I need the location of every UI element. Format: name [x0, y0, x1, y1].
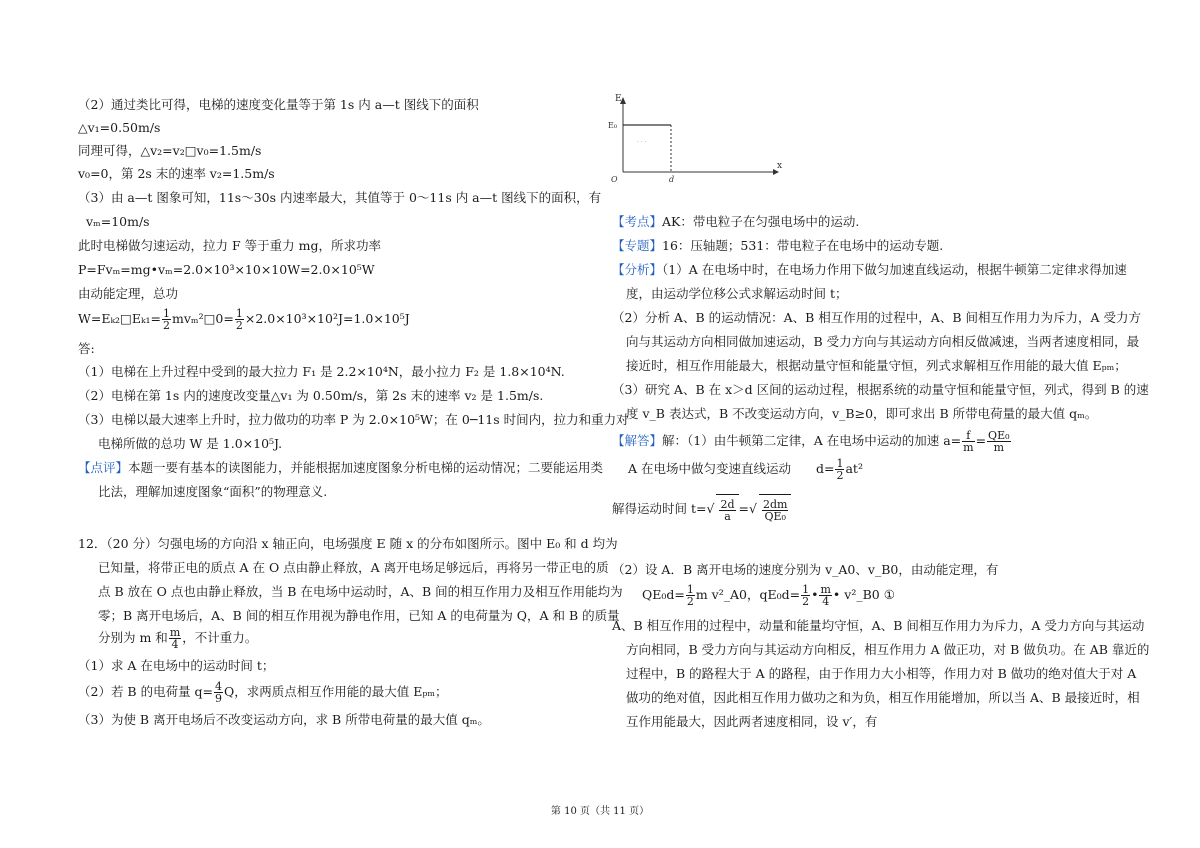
- dianping-text: 本题一要有基本的读图能力，并能根据加速度图象分析电梯的运动情况；二要能运用类: [128, 460, 604, 475]
- jieda-text: 解：（1）由牛顿第二定律，A 在电场中运动的加速 a=: [662, 433, 962, 448]
- fraction: [801, 584, 810, 607]
- fraction: [214, 681, 223, 704]
- text-line: （2）通过类比可得，电梯的速度变化量等于第 1s 内 a—t 图线下的面积: [78, 97, 479, 112]
- denominator: m: [993, 441, 1004, 454]
- text-line: 由动能定理，总功: [78, 286, 179, 301]
- denominator: 2: [686, 595, 694, 608]
- question-part: 分别为 m 和: [98, 630, 168, 645]
- text-line-formula: [78, 307, 410, 331]
- sqrt: [759, 494, 791, 525]
- x-axis-label: x: [777, 161, 783, 171]
- text-line: （3）由 a—t 图象可知，11s～30s 内速率最大，其值等于 0～11s 内 a—t 图线下的面积，有: [78, 190, 602, 205]
- text-line: 度 v_B 表达式，B 不改变运动方向，v_B≥0，即可求出 B 所带电荷量的最大值 qₘ。: [626, 406, 1098, 421]
- denominator: 2: [163, 319, 170, 332]
- fraction: [762, 499, 788, 522]
- question-line: [78, 680, 448, 704]
- question-part: ，不计重力。: [182, 630, 258, 645]
- zhuanti-line: [612, 238, 943, 254]
- text-line: 做功的绝对值，因此相互作用力做功之和为负，相互作用能增加，所以当 A、B 最接近时，相: [626, 690, 1140, 705]
- origin-label: O: [611, 175, 618, 184]
- fraction: [162, 308, 171, 331]
- question-line: 已知量，将带正电的质点 A 在 O 点由静止释放，A 离开电场足够远后，再将另一带正电的质: [98, 560, 609, 575]
- formula-part: QE₀d=: [642, 587, 685, 602]
- numerator: f: [962, 430, 974, 442]
- dots-decoration: · · ·: [637, 139, 647, 146]
- text-line: 互作用能最大，因此两者速度相同，设 v′，有: [626, 714, 878, 729]
- denominator: 2: [836, 469, 844, 482]
- fenxi-text: （1）A 在电场中时，在电场力作用下做匀加速直线运动，根据牛顿第二定律求得加速: [662, 262, 1127, 277]
- text-line: 过程中，B 的路程大于 A 的路程，由于作用力大小相等，作用力对 B 做功的绝对值大于对 A: [626, 666, 1137, 681]
- e-x-graph: [605, 92, 785, 184]
- question-line: 点 B 放在 O 点也由静止释放，当 B 在电场中运动时，A、B 间的相互作用力及相互作用能均为: [98, 584, 623, 599]
- fraction: [235, 308, 244, 331]
- question-line: （3）为使 B 离开电场后不改变运动方向，求 B 所带电荷量的最大值 qₘ。: [78, 712, 490, 727]
- dianping-tag: 【点评】: [78, 460, 129, 475]
- text-line: vₘ=10m/s: [86, 214, 150, 229]
- text-line: 度，由运动学位移公式求解运动时间 t；: [626, 286, 848, 301]
- question-line: 零；B 离开电场后，A、B 间的相互作用视为静电作用，已知 A 的电荷量为 Q，A 和 B 的质量: [98, 608, 620, 623]
- fraction: [169, 627, 181, 650]
- numerator: 1: [163, 307, 170, 320]
- fraction: [962, 430, 974, 453]
- formula-part: m v²_A0，qE₀d=: [695, 587, 801, 602]
- sqrt: [716, 494, 738, 525]
- text-line: P=Fvₘ=mg•vₘ=2.0×10³×10×10W=2.0×10⁵W: [78, 262, 375, 277]
- e0-label: E₀: [608, 121, 618, 130]
- kaodian-tag: 【考点】: [612, 214, 663, 229]
- text-line: （2）电梯在第 1s 内的速度改变量△v₁ 为 0.50m/s，第 2s 末的速率 v₂ 是 1.5m/s.: [78, 388, 544, 403]
- numerator: 2dm: [762, 498, 788, 511]
- question-line: 12．（20 分）匀强电场的方向沿 x 轴正向，电场强度 E 随 x 的分布如图所示。图中 E₀ 和 d 均为: [78, 536, 618, 551]
- text-line: 此时电梯做匀速运动，拉力 F 等于重力 mg，所求功率: [78, 238, 381, 253]
- denominator: 4: [171, 638, 179, 651]
- numerator: 1: [235, 307, 243, 320]
- kaodian-line: [612, 214, 859, 230]
- fraction: [987, 430, 1010, 453]
- numerator: 4: [215, 680, 223, 693]
- formula-part: mvₘ²□0=: [172, 311, 234, 326]
- text-line: 向与其运动方向相同做加速运动，B 受力方向与其运动方向相反做减速，当两者速度相同，最: [626, 334, 1140, 349]
- text-line: 答:: [78, 341, 95, 356]
- equals: =: [738, 501, 749, 516]
- question-line: （1）求 A 在电场中的运动时间 t；: [78, 658, 275, 673]
- kaodian-text: AK：带电粒子在匀强电场中的运动.: [662, 214, 860, 229]
- text-line: 接近时，相互作用能最大，根据动量守恒和能量守恒，列式求解相互作用能的最大值 Eₚₘ；: [626, 358, 1127, 373]
- text-line: [78, 460, 603, 476]
- d-label: d: [669, 175, 675, 184]
- fraction: [835, 458, 844, 481]
- equals: =: [975, 433, 987, 448]
- y-axis-label: E: [615, 94, 622, 104]
- formula-line: [628, 456, 863, 482]
- text-line: （1）电梯在上升过程中受到的最大拉力 F₁ 是 2.2×10⁴N，最小拉力 F₂ 是 1.8×10⁴N.: [78, 364, 565, 379]
- numerator: 2d: [720, 498, 735, 511]
- denominator: 4: [822, 595, 830, 608]
- denominator: m: [963, 441, 974, 454]
- fenxi-tag: 【分析】: [612, 262, 663, 277]
- text-line: 同理可得，△v₂=v₂□v₀=1.5m/s: [78, 143, 262, 158]
- text-line: （3）电梯以最大速率上升时，拉力做功的功率 P 为 2.0×10⁵W；在 0─11s 时间内，拉力和重力对: [78, 412, 629, 427]
- denominator: 9: [215, 692, 223, 705]
- text-line: v₀=0，第 2s 末的速率 v₂=1.5m/s: [78, 166, 275, 181]
- denominator: 2: [235, 319, 243, 332]
- denominator: 2: [802, 595, 810, 608]
- formula-part: •: [811, 587, 819, 602]
- numerator: QE₀: [988, 429, 1010, 442]
- text-line: （3）研究 A、B 在 x＞d 区间的运动过程，根据系统的动量守恒和能量守恒，列式，得到 B 的速: [612, 382, 1149, 397]
- jieda-line: [612, 428, 1012, 454]
- text-line: （2）分析 A、B 的运动情况：A、B 相互作用的过程中，A、B 间相互作用力为斥力，A 受力方: [612, 310, 1141, 325]
- page-footer: 第 10 页（共 11 页）: [550, 806, 650, 817]
- formula-part: ×2.0×10³×10²J=1.0×10⁵J: [244, 311, 410, 326]
- formula-line: 解得运动时间 t=√ $\frac{2d}{a}$ =√ $\frac{2dm}{\text{QE₀}}$: [612, 494, 791, 525]
- text-line: 电梯所做的总功 W 是 1.0×10⁵J.: [98, 436, 283, 451]
- text-line: 比法，理解加速度图象“面积”的物理意义.: [98, 484, 328, 499]
- numerator: m: [169, 626, 181, 639]
- formula-part: A 在电场中做匀变速直线运动 d=: [628, 461, 835, 476]
- question-line: [98, 626, 257, 650]
- formula-part: W=Eₖ₂□Eₖ₁=: [78, 311, 161, 326]
- text-line: （2）设 A．B 离开电场的速度分别为 v_A0、v_B0，由动能定理，有: [612, 562, 999, 577]
- question-part: Q，求两质点相互作用能的最大值 Eₚₘ；: [224, 684, 448, 699]
- question-part: （2）若 B 的电荷量 q=: [78, 684, 214, 699]
- numerator: m: [820, 583, 831, 596]
- text-line: 方向相同，B 受力方向与其运动方向相反，相互作用力 A 做正功，对 B 做负功。在 AB 靠近的: [626, 642, 1150, 657]
- text-line: △v₁=0.50m/s: [78, 120, 161, 135]
- fenxi-line: [612, 262, 1127, 278]
- fraction: [819, 584, 831, 607]
- fraction: [686, 584, 695, 607]
- zhuanti-text: 16：压轴题；531：带电粒子在电场中的运动专题.: [662, 238, 944, 253]
- formula-line: [642, 582, 895, 608]
- denominator: QE₀: [764, 510, 786, 523]
- numerator: 1: [686, 583, 694, 596]
- formula-part: at²: [845, 461, 863, 476]
- formula-part: 解得运动时间 t=: [612, 501, 707, 516]
- jieda-tag: 【解答】: [612, 433, 663, 448]
- text-line: A、B 相互作用的过程中，动量和能量均守恒，A、B 间相互作用力为斥力，A 受力方向与其运动: [612, 618, 1145, 633]
- zhuanti-tag: 【专题】: [612, 238, 663, 253]
- formula-part: • v²_B0 ①: [832, 587, 895, 602]
- fraction: [719, 499, 735, 522]
- denominator: a: [724, 510, 731, 523]
- numerator: 1: [802, 583, 810, 596]
- numerator: 1: [836, 457, 844, 470]
